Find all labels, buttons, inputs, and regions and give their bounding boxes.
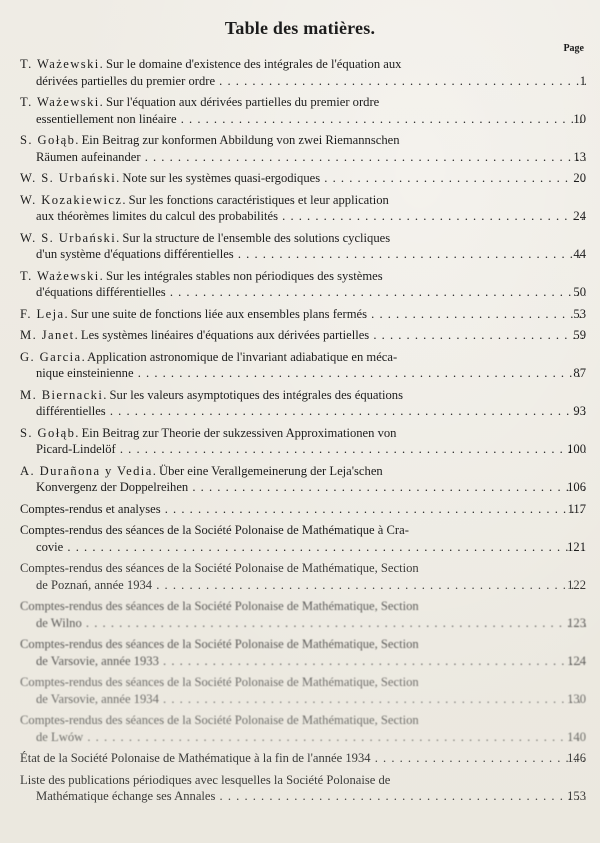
- toc-author: T. Ważewski: [20, 57, 100, 71]
- toc-title: Comptes-rendus des séances de la Société Polonaise de Mathématique à Cra-: [20, 523, 409, 537]
- toc-author: W. S. Urbański: [20, 171, 117, 185]
- toc-title-continued: aux théorèmes limites du calcul des probabilités . . .: [20, 208, 586, 225]
- toc-author: W. S. Urbański: [20, 230, 117, 245]
- toc-entry: T. Ważewski. Sur l'équation aux dérivées partielles du premier ordre essentiellement non linéaire . . . 10: [20, 94, 586, 127]
- toc-entry: [20, 598, 586, 631]
- toc-entry: S. Gołąb. Ein Beitrag zur konformen Abbildung von zwei Riemannschen Räumen aufeinander . . . 13: [20, 132, 586, 165]
- toc-author: T. Ważewski: [20, 268, 100, 283]
- toc-title-continued: de Varsovie, année 1934 . . .: [20, 691, 586, 708]
- toc-page-number: 10: [573, 111, 586, 126]
- toc-entry: [20, 674, 586, 707]
- toc-title-continued: nique einsteinienne . . .: [20, 365, 586, 382]
- toc-entry: G. Garcia. Application astronomique de l'invariant adiabatique en méca- nique einsteinienne . . . 87: [20, 349, 586, 382]
- toc-entry: [20, 636, 586, 669]
- toc-page-number: 130: [567, 691, 586, 706]
- toc-entry: W. S. Urbański. Sur la structure de l'ensemble des solutions cycliques d'un système d'équations différentielles . . . 44: [20, 230, 586, 263]
- toc-author: S. Gołąb: [20, 425, 76, 440]
- toc-entry: W. S. Urbański. Note sur les systèmes quasi-ergodiques . . . 20: [20, 170, 586, 187]
- toc-author: F. Leja: [20, 306, 65, 321]
- toc-title: Comptes-rendus des séances de la Société Polonaise de Mathématique, Section: [20, 637, 419, 651]
- toc-page-number: 153: [567, 789, 586, 803]
- toc-page-number: 124: [567, 653, 586, 668]
- toc-title: Sur le domaine d'existence des intégrales de l'équation aux: [105, 57, 402, 71]
- toc-title: Ein Beitrag zur Theorie der sukzessiven Approximationen von: [81, 425, 397, 440]
- toc-title: Sur l'équation aux dérivées partielles du premier ordre: [105, 95, 380, 109]
- table-of-contents: [20, 56, 586, 810]
- toc-entry: [20, 750, 586, 767]
- toc-page-number: 93: [573, 404, 586, 418]
- toc-entry: [20, 501, 586, 518]
- toc-title: Sur une suite de fonctions liée aux ensembles plans fermés: [70, 306, 367, 321]
- toc-entry: W. Kozakiewicz. Sur les fonctions caractéristiques et leur application aux théorèmes limites du calcul des probabilités . . . 24: [20, 192, 586, 225]
- toc-author: G. Garcia: [20, 349, 82, 364]
- toc-page-number: 13: [573, 149, 586, 164]
- toc-author: T. Ważewski: [20, 95, 100, 109]
- toc-title-continued: essentiellement non linéaire . . .: [20, 111, 586, 128]
- toc-page-number: 146: [567, 751, 586, 765]
- toc-title: Comptes-rendus et analyses . . .: [20, 501, 586, 518]
- toc-title: Ein Beitrag zur konformen Abbildung von zwei Riemannschen: [81, 133, 400, 147]
- toc-entry: M. Janet. Les systèmes linéaires d'équations aux dérivées partielles . . . 59: [20, 327, 586, 344]
- toc-page-number: 121: [567, 539, 586, 554]
- toc-title: Comptes-rendus des séances de la Société Polonaise de Mathématique, Section: [20, 713, 419, 727]
- toc-title-continued: covie . . .: [20, 539, 586, 556]
- toc-title: Comptes-rendus des séances de la Société Polonaise de Mathématique, Section: [20, 599, 419, 613]
- toc-page-number: 44: [573, 247, 586, 261]
- toc-page-number: 20: [573, 171, 586, 185]
- toc-page-number: 1: [579, 73, 586, 88]
- toc-author: M. Janet: [20, 328, 75, 342]
- toc-title-continued: dérivées partielles du premier ordre . . .: [20, 73, 586, 90]
- toc-entry: M. Biernacki. Sur les valeurs asymptotiques des intégrales des équations différentielles . . . 93: [20, 387, 586, 420]
- toc-author: A. Durañona y Vedia: [20, 463, 153, 478]
- toc-page-number: 87: [573, 366, 586, 380]
- toc-entry: T. Ważewski. Sur les intégrales stables non périodiques des systèmes d'équations différentielles . . . 50: [20, 268, 586, 301]
- toc-entry: A. Durañona y Vedia. Über eine Verallgemeinerung der Leja'schen Konvergenz der Doppelreihen . . . 106: [20, 463, 586, 496]
- toc-page-number: 59: [573, 328, 586, 342]
- toc-page-number: 117: [567, 501, 586, 516]
- toc-page-number: 50: [573, 285, 586, 299]
- toc-title-continued: de Lwów . . .: [20, 729, 586, 746]
- toc-title-continued: différentielles . . .: [20, 403, 586, 420]
- toc-entry: S. Gołąb. Ein Beitrag zur Theorie der sukzessiven Approximationen von Picard-Lindelöf . . . 100: [20, 425, 586, 458]
- toc-page-number: 122: [567, 577, 586, 592]
- page-title: Table des matières.: [224, 18, 376, 38]
- toc-title: Note sur les systèmes quasi-ergodiques: [122, 171, 321, 185]
- toc-title: Comptes-rendus des séances de la Société Polonaise de Mathématique, Section: [20, 561, 419, 575]
- toc-page-number: 53: [573, 306, 586, 321]
- toc-title-continued: Picard-Lindelöf . . .: [20, 441, 586, 458]
- toc-title-continued: de Varsovie, année 1933 . . .: [20, 653, 586, 670]
- toc-title-continued: d'un système d'équations différentielles . . .: [20, 246, 586, 263]
- toc-author: S. Gołąb: [20, 133, 76, 147]
- toc-page-number: 123: [567, 615, 586, 630]
- toc-title: Sur les intégrales stables non périodiques des systèmes: [105, 268, 383, 283]
- toc-title: Comptes-rendus des séances de la Société Polonaise de Mathématique, Section: [20, 675, 419, 689]
- toc-title-continued: Mathématique échange ses Annales . . .: [20, 788, 586, 805]
- toc-title: Sur la structure de l'ensemble des solutions cycliques: [122, 230, 391, 245]
- toc-page-number: 140: [567, 729, 586, 744]
- toc-entry: F. Leja. Sur une suite de fonctions liée aux ensembles plans fermés . . . 53: [20, 306, 586, 323]
- toc-title-continued: Konvergenz der Doppelreihen . . .: [20, 479, 586, 496]
- toc-title: Sur les fonctions caractéristiques et leur application: [128, 192, 389, 207]
- toc-title: Application astronomique de l'invariant adiabatique en méca-: [87, 349, 398, 364]
- toc-page-number: 24: [573, 209, 586, 223]
- toc-entry: [20, 560, 586, 593]
- page-column-header: Page: [563, 43, 584, 54]
- toc-entry: T. Ważewski. Sur le domaine d'existence des intégrales de l'équation aux dérivées partielles du premier ordre . . . 1: [20, 56, 586, 89]
- toc-title: Liste des publications périodiques avec lesquelles la Société Polonaise de: [20, 772, 391, 787]
- toc-page-number: 106: [567, 480, 586, 494]
- toc-title: État de la Société Polonaise de Mathématique à la fin de l'année 1934 . . .: [20, 750, 586, 767]
- toc-title: Sur les valeurs asymptotiques des intégrales des équations: [109, 387, 403, 402]
- toc-entry: [20, 772, 586, 805]
- toc-title-continued: Räumen aufeinander . . .: [20, 149, 586, 166]
- toc-title-continued: de Poznań, année 1934 . . .: [20, 577, 586, 594]
- toc-title-continued: d'équations différentielles . . .: [20, 284, 586, 301]
- toc-title: Über eine Verallgemeinerung der Leja'schen: [158, 463, 383, 478]
- toc-author: M. Biernacki: [20, 387, 104, 402]
- toc-entry: [20, 712, 586, 745]
- toc-title: Les systèmes linéaires d'équations aux dérivées partielles: [80, 328, 370, 342]
- toc-page-number: 100: [567, 442, 586, 456]
- toc-author: W. Kozakiewicz: [20, 192, 123, 207]
- toc-title-continued: de Wilno . . .: [20, 615, 586, 632]
- toc-entry: [20, 522, 586, 555]
